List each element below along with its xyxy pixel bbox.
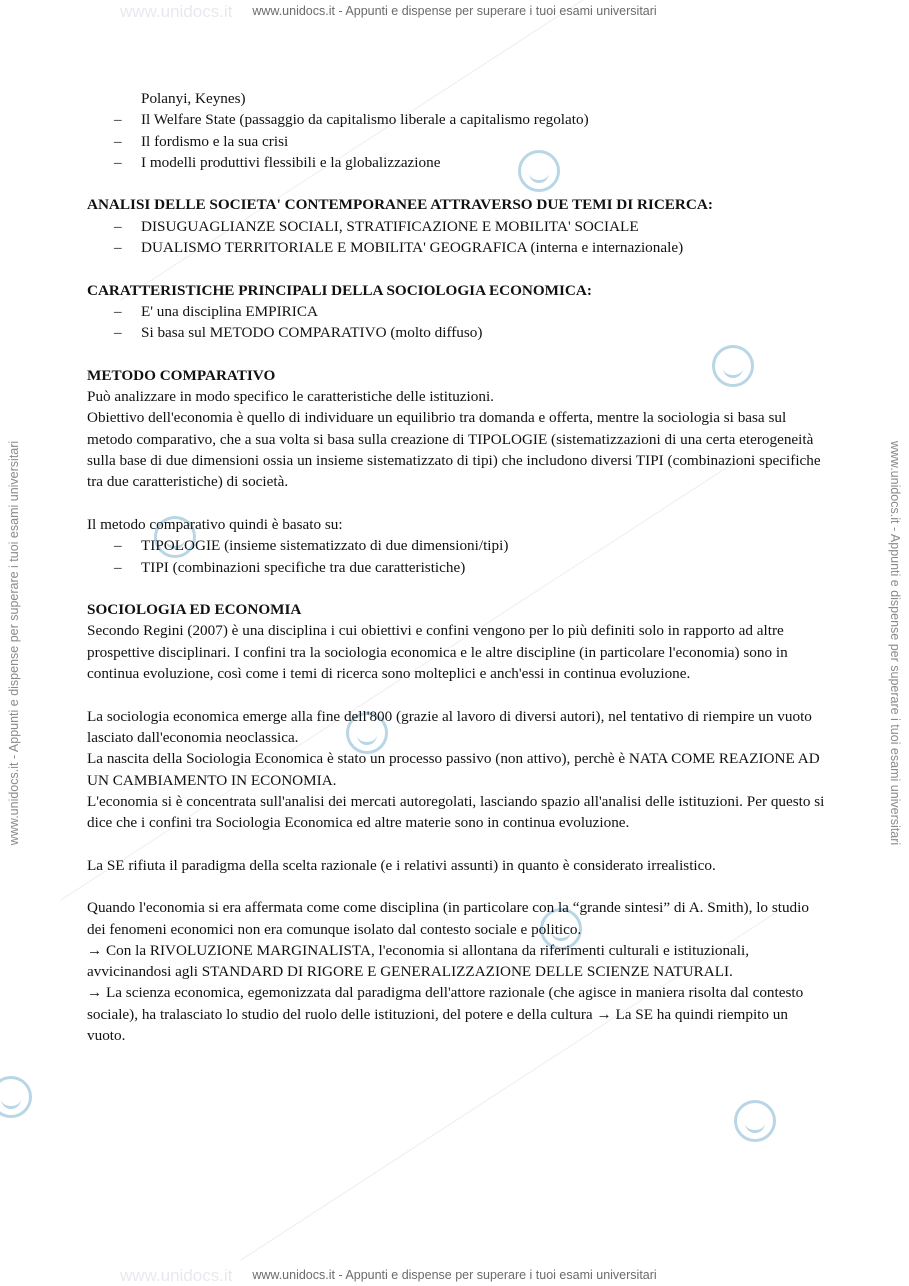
paragraph: Obiettivo dell'economia è quello di individuare un equilibrio tra domanda e offerta, mentre la sociologia si basa sul metodo comparativo, che a sua volta si basa sulla creazione di TIPOLOGIE (sistematizzazioni di una certa eterogeneità sulla base di due dimensioni ossia un insieme sistematizzato di tipi) che includono diversi TIPI (combinazioni specifiche tra due caratteristiche) di società. [87, 409, 821, 491]
dash-bullet: – [114, 537, 122, 555]
intro-list [87, 109, 827, 173]
paragraph: L'economia si è concentrata sull'analisi dei mercati autoregolati, lasciando spazio all'analisi delle istituzioni. Per questo si dice che i confini tra Sociologia Economica ed altre materie sono in continua evoluzione. [87, 792, 825, 832]
paragraph: Quando l'economia si era affermata come come disciplina (in particolare con la “grande sintesi” di A. Smith), lo studio dei fenomeni economici non era comunque isolato dal contesto sociale e politico. [87, 899, 809, 938]
dash-bullet: – [114, 111, 122, 129]
list-continuation: Polanyi, Keynes) [141, 90, 246, 107]
dash-bullet: – [114, 302, 122, 320]
watermark-bottom: www.unidocs.it - Appunti e dispense per superare i tuoi esami universitari [252, 1268, 657, 1282]
unidocs-logo-icon [0, 1076, 32, 1118]
dash-bullet: – [114, 217, 122, 235]
section-heading-analisi: ANALISI DELLE SOCIETA' CONTEMPORANEE ATTRAVERSO DUE TEMI DI RICERCA: [87, 196, 713, 214]
list-item: – Si basa sul METODO COMPARATIVO (molto diffuso) [87, 322, 827, 343]
dash-bullet: – [114, 239, 122, 257]
dash-bullet: – [114, 558, 122, 576]
paragraph: Può analizzare in modo specifico le caratteristiche delle istituzioni. [87, 388, 494, 406]
watermark-ghost-text: www.unidocs.it [120, 2, 233, 21]
paragraph: → La scienza economica, egemonizzata dal paradigma dell'attore razionale (che agisce in maniera risolta dal contesto sociale), ha tralasciato lo studio del ruolo delle istituzioni, del potere e della cultura → La SE ha quindi riempito un vuoto. [87, 984, 804, 1045]
dash-bullet: – [114, 153, 122, 171]
watermark-top: www.unidocs.it - Appunti e dispense per superare i tuoi esami universitari [252, 4, 657, 18]
dash-bullet: – [114, 324, 122, 342]
list-item: – Il fordismo e la sua crisi [87, 131, 827, 152]
unidocs-logo-icon [734, 1100, 776, 1142]
document-body [87, 88, 827, 1046]
caratteristiche-list [87, 301, 827, 344]
paragraph: → Con la RIVOLUZIONE MARGINALISTA, l'economia si allontana da riferimenti culturali e istituzionali, avvicinandosi agli STANDARD DI RIGORE E GENERALIZZAZIONE DELLE SCIENZE NATURALI. [87, 941, 750, 981]
dash-bullet: – [114, 132, 122, 150]
section-heading-caratteristiche: CARATTERISTICHE PRINCIPALI DELLA SOCIOLOGIA ECONOMICA: [87, 281, 592, 299]
watermark-right-text: www.unidocs.it - Appunti e dispense per superare i tuoi esami universitari [888, 440, 902, 846]
paragraph: La nascita della Sociologia Economica è stato un processo passivo (non attivo), perchè è NATA COME REAZIONE AD UN CAMBIAMENTO IN ECONOMIA. [87, 750, 820, 789]
list-item: – DUALISMO TERRITORIALE E MOBILITA' GEOGRAFICA (interna e internazionale) [87, 237, 827, 258]
metodo-list [87, 535, 827, 578]
watermark-left-text: www.unidocs.it - Appunti e dispense per superare i tuoi esami universitari [7, 440, 21, 846]
paragraph: La SE rifiuta il paradigma della scelta razionale (e i relativi assunti) in quanto è considerato irrealistico. [87, 856, 716, 874]
section-heading-metodo: METODO COMPARATIVO [87, 366, 276, 384]
paragraph: La sociologia economica emerge alla fine dell'800 (grazie al lavoro di diversi autori), nel tentativo di riempire un vuoto lasciato dall'economia neoclassica. [87, 707, 812, 746]
watermark-ghost-text: www.unidocs.it [120, 1266, 233, 1285]
list-item: – Il Welfare State (passaggio da capitalismo liberale a capitalismo regolato) [87, 109, 827, 130]
analisi-list [87, 216, 827, 259]
paragraph: Secondo Regini (2007) è una disciplina i cui obiettivi e confini vengono per lo più definiti solo in rapporto ad altre prospettive disciplinari. I confini tra la sociologia economica e le altre discipline (in particolare l'economia) sono in continua evoluzione, così come i temi di ricerca sono molteplici e anch'essi in continua evoluzione. [87, 622, 788, 683]
list-item: – TIPI (combinazioni specifiche tra due caratteristiche) [87, 557, 827, 578]
list-item: – I modelli produttivi flessibili e la globalizzazione [87, 152, 827, 173]
list-item: – TIPOLOGIE (insieme sistematizzato di due dimensioni/tipi) [87, 535, 827, 556]
list-item: – E' una disciplina EMPIRICA [87, 301, 827, 322]
paragraph: Il metodo comparativo quindi è basato su: [87, 515, 343, 533]
list-item: – DISUGUAGLIANZE SOCIALI, STRATIFICAZIONE E MOBILITA' SOCIALE [87, 216, 827, 237]
section-heading-sociologia: SOCIOLOGIA ED ECONOMIA [87, 601, 302, 619]
